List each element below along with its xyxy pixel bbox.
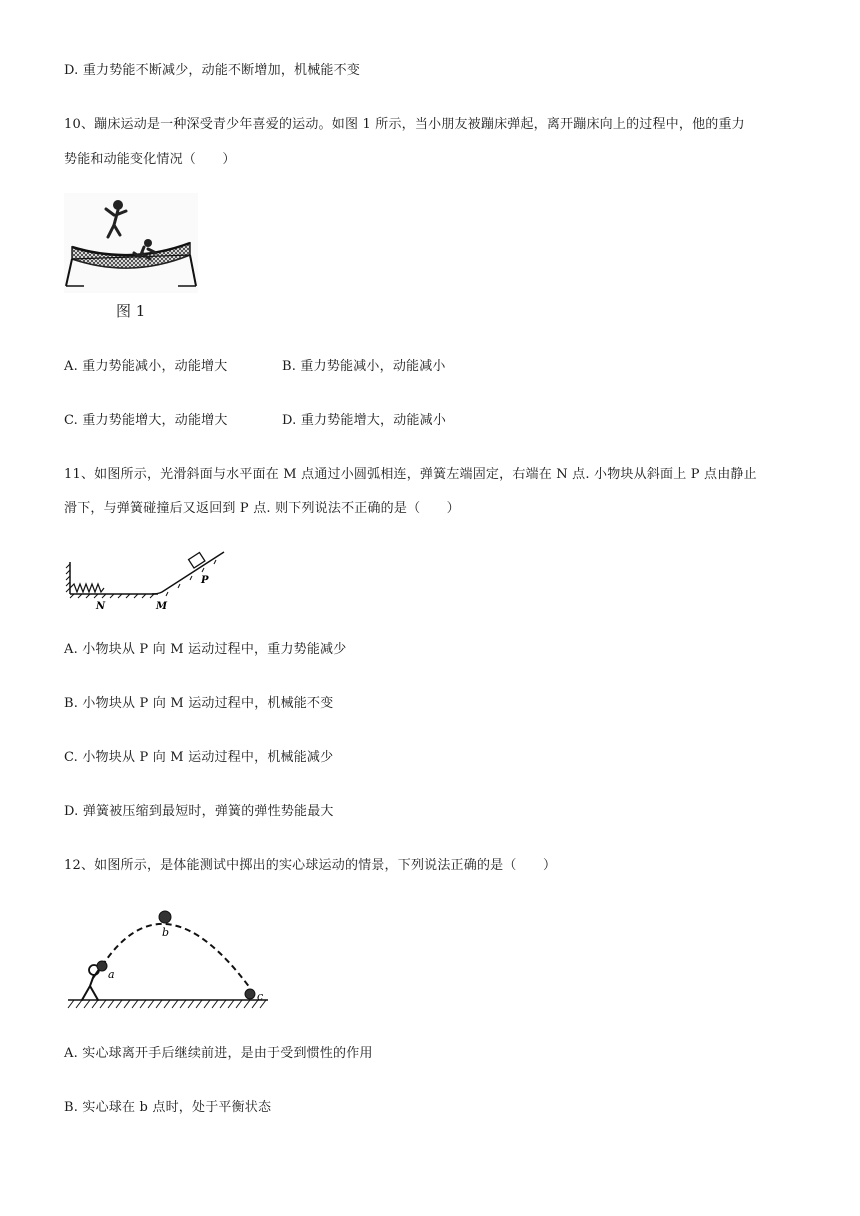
q11-option-a: A. 小物块从 P 向 M 运动过程中，重力势能减少	[64, 642, 347, 657]
q10-option-c: C. 重力势能增大，动能增大	[64, 413, 228, 428]
q10-option-d: D. 重力势能增大，动能减小	[282, 413, 447, 428]
q11-option-b: B. 小物块从 P 向 M 运动过程中，机械能不变	[64, 696, 334, 711]
q10-options-cd	[64, 412, 447, 430]
label-b: b	[162, 926, 170, 939]
q11-option-c: C. 小物块从 P 向 M 运动过程中，机械能减少	[64, 750, 334, 765]
label-a: a	[108, 968, 115, 981]
q11-stem-line-2: 滑下，与弹簧碰撞后又返回到 P 点. 则下列说法不正确的是（ ）	[64, 501, 460, 516]
q9-option-d: D. 重力势能不断减少，动能不断增加，机械能不变	[64, 63, 361, 78]
q11-option-d: D. 弹簧被压缩到最短时，弹簧的弹性势能最大	[64, 804, 334, 819]
q10-stem-line-1: 10、蹦床运动是一种深受青少年喜爱的运动。如图 1 所示，当小朋友被蹦床弹起，离开蹦床向上的过程中，他的重力	[64, 117, 745, 132]
label-p: P	[201, 575, 209, 586]
q10-option-a: A. 重力势能减小，动能增大	[64, 359, 228, 374]
label-n: N	[96, 601, 106, 612]
label-m: M	[156, 601, 168, 612]
q10-options-ab	[64, 358, 446, 376]
q10-option-b: B. 重力势能减小，动能减小	[282, 359, 446, 374]
q10-stem-line-2: 势能和动能变化情况（ ）	[64, 152, 236, 167]
shot-put-figure	[64, 906, 272, 1014]
q12-option-a: A. 实心球离开手后继续前进，是由于受到惯性的作用	[64, 1046, 373, 1061]
label-c: c	[257, 990, 264, 1003]
q11-stem-line-1: 11、如图所示，光滑斜面与水平面在 M 点通过小圆弧相连，弹簧左端固定，右端在 N 点. 小物块从斜面上 P 点由静止	[64, 467, 757, 482]
trampoline-figure	[64, 193, 198, 293]
q12-option-b: B. 实心球在 b 点时，处于平衡状态	[64, 1100, 272, 1115]
q12-stem: 12、如图所示，是体能测试中掷出的实心球运动的情景，下列说法正确的是（ ）	[64, 858, 557, 873]
incline-spring-figure	[64, 548, 228, 612]
figure-1-caption: 图 1	[116, 302, 146, 320]
